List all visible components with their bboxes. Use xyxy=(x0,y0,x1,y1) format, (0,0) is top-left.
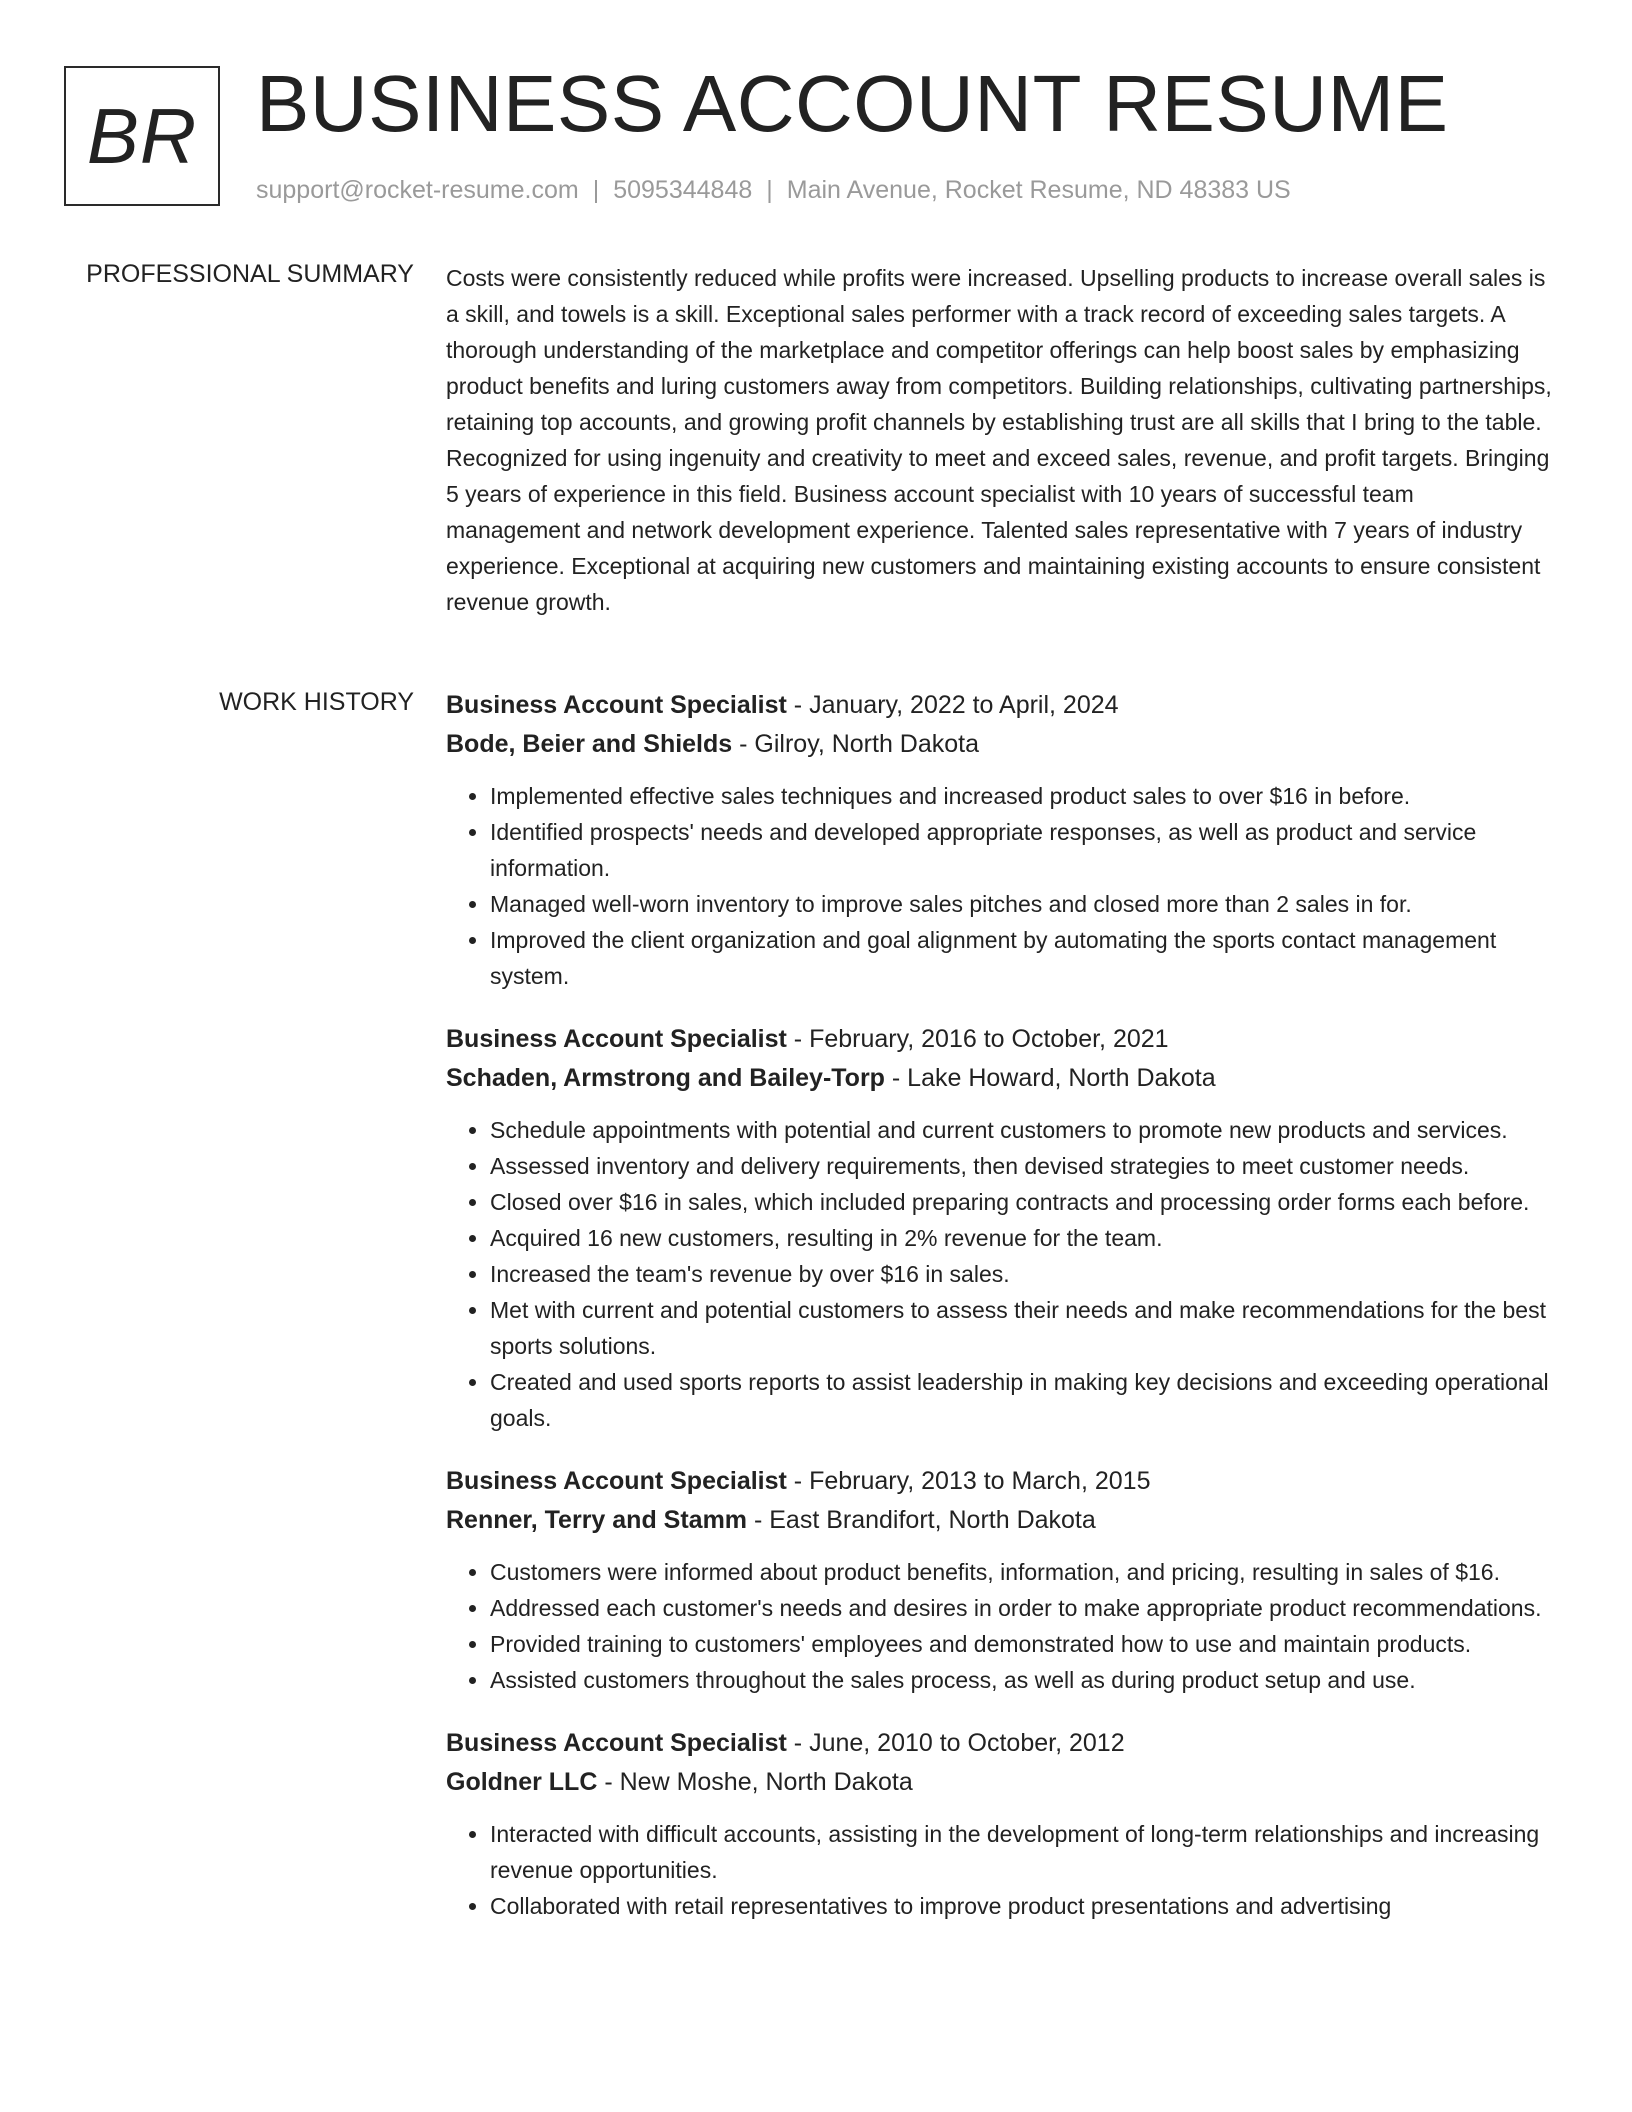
job-bullets xyxy=(446,1554,1556,1698)
job-title: Business Account Specialist xyxy=(446,1025,787,1053)
job-location: - Gilroy, North Dakota xyxy=(732,730,980,758)
job-entry xyxy=(446,1724,1556,1924)
job-bullet: • Assessed inventory and delivery requirements, then devised strategies to meet customer needs. xyxy=(490,1148,1556,1184)
job-location: - Lake Howard, North Dakota xyxy=(884,1064,1216,1092)
work-history-list xyxy=(446,686,1556,1950)
job-dates: - February, 2016 to October, 2021 xyxy=(786,1025,1169,1053)
job-company: Schaden, Armstrong and Bailey-Torp xyxy=(446,1064,885,1092)
job-bullet: • Customers were informed about product benefits, information, and pricing, resulting in sales of $16. xyxy=(490,1554,1556,1590)
work-history-section-label: WORK HISTORY xyxy=(219,688,414,716)
job-company: Renner, Terry and Stamm xyxy=(446,1506,748,1534)
contact-separator: | xyxy=(592,176,600,204)
job-entry xyxy=(446,1020,1556,1436)
job-bullet: • Implemented effective sales techniques and increased product sales to over $16 in before. xyxy=(490,778,1556,814)
job-bullet: • Assisted customers throughout the sales process, as well as during product setup and use. xyxy=(490,1662,1556,1698)
job-bullet: • Closed over $16 in sales, which included preparing contracts and processing order forms each before. xyxy=(490,1184,1556,1220)
job-bullet: • Created and used sports reports to assist leadership in making key decisions and exceeding operational goals. xyxy=(490,1364,1556,1436)
job-bullet: • Collaborated with retail representatives to improve product presentations and advertising xyxy=(490,1888,1556,1924)
job-title-line xyxy=(446,1462,1556,1501)
job-company-line xyxy=(446,1059,1556,1098)
job-company-line xyxy=(446,1501,1556,1540)
monogram-logo xyxy=(64,66,220,206)
job-entry xyxy=(446,1462,1556,1698)
summary-text: Costs were consistently reduced while profits were increased. Upselling products to increase overall sales is a skill, and towels is a skill. Exceptional sales performer with a track record of exceeding sales targets. A thorough understanding of the marketplace and competitor offerings can help boost sales by emphasizing product benefits and luring customers away from competitors. Building relationships, cultivating partnerships, retaining top accounts, and growing profit channels by establishing trust are all skills that I bring to the table. Recognized for using ingenuity and creativity to meet and exceed sales, revenue, and profit targets. Bringing 5 years of experience in this field. Business account specialist with 10 years of successful team management and network development experience. Talented sales representative with 7 years of industry experience. Exceptional at acquiring new customers and maintaining existing accounts to ensure consistent revenue growth. xyxy=(446,265,1552,615)
job-title: Business Account Specialist xyxy=(446,1729,787,1757)
job-bullets xyxy=(446,1112,1556,1436)
job-company-line xyxy=(446,725,1556,764)
resume-title: BUSINESS ACCOUNT RESUME xyxy=(256,59,1449,148)
job-location: - East Brandifort, North Dakota xyxy=(747,1506,1096,1534)
job-dates: - June, 2010 to October, 2012 xyxy=(786,1729,1125,1757)
job-title-line xyxy=(446,1020,1556,1059)
job-dates: - January, 2022 to April, 2024 xyxy=(786,691,1119,719)
job-entry xyxy=(446,686,1556,994)
monogram-initials: BR xyxy=(86,91,198,180)
job-bullet: • Met with current and potential customers to assess their needs and make recommendations for the best sports solutions. xyxy=(490,1292,1556,1364)
job-bullet: • Addressed each customer's needs and desires in order to make appropriate product recommendations. xyxy=(490,1590,1556,1626)
job-bullet: • Increased the team's revenue by over $16 in sales. xyxy=(490,1256,1556,1292)
job-bullets xyxy=(446,1816,1556,1924)
job-bullet: • Provided training to customers' employees and demonstrated how to use and maintain products. xyxy=(490,1626,1556,1662)
job-bullet: • Improved the client organization and goal alignment by automating the sports contact management system. xyxy=(490,922,1556,994)
summary-section-label: PROFESSIONAL SUMMARY xyxy=(86,260,414,288)
job-bullets xyxy=(446,778,1556,994)
contact-address: Main Avenue, Rocket Resume, ND 48383 US xyxy=(786,176,1291,204)
job-bullet: • Identified prospects' needs and developed appropriate responses, as well as product and service information. xyxy=(490,814,1556,886)
contact-separator: | xyxy=(766,176,773,204)
job-bullet: • Interacted with difficult accounts, assisting in the development of long-term relationships and increasing revenue opportunities. xyxy=(490,1816,1556,1888)
job-bullet: • Schedule appointments with potential and current customers to promote new products and services. xyxy=(490,1112,1556,1148)
job-bullet: • Acquired 16 new customers, resulting in 2% revenue for the team. xyxy=(490,1220,1556,1256)
job-title-line xyxy=(446,1724,1556,1763)
contact-phone: 5095344848 xyxy=(613,176,753,204)
job-title-line xyxy=(446,686,1556,725)
job-location: - New Moshe, North Dakota xyxy=(597,1768,913,1796)
contact-line xyxy=(256,174,1291,206)
job-company: Bode, Beier and Shields xyxy=(446,730,733,758)
job-title: Business Account Specialist xyxy=(446,1467,787,1495)
job-company-line xyxy=(446,1763,1556,1802)
job-dates: - February, 2013 to March, 2015 xyxy=(786,1467,1151,1495)
job-company: Goldner LLC xyxy=(446,1768,598,1796)
job-bullet: • Managed well-worn inventory to improve sales pitches and closed more than 2 sales in for. xyxy=(490,886,1556,922)
contact-email: support@rocket-resume.com xyxy=(256,176,579,204)
job-title: Business Account Specialist xyxy=(446,691,787,719)
